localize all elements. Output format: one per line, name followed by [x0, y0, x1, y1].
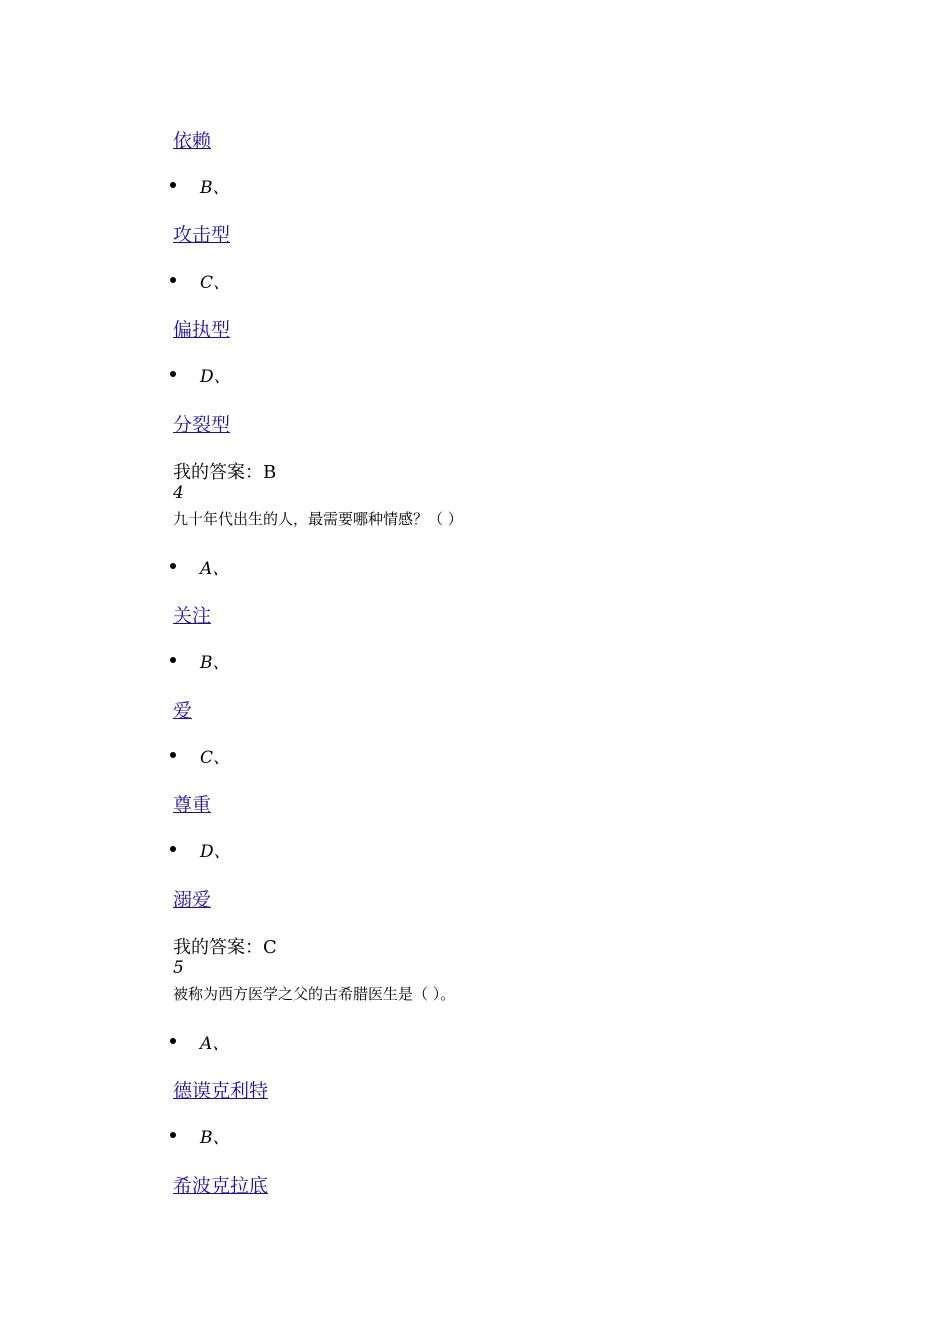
bullet-dot-icon — [170, 657, 176, 663]
option-link-q4-a[interactable]: 关注 — [173, 605, 212, 627]
option-bullet-q4-c — [170, 744, 230, 766]
option-link-q3-c[interactable]: 偏执型 — [173, 319, 231, 341]
bullet-dot-icon — [170, 846, 176, 852]
bullet-dot-icon — [170, 182, 176, 188]
option-link-q3-d[interactable]: 分裂型 — [173, 414, 231, 436]
option-link-q4-b[interactable]: 爱 — [173, 700, 193, 722]
option-link-q4-d[interactable]: 溺爱 — [173, 889, 212, 911]
option-link-q5-a[interactable]: 德谟克利特 — [173, 1080, 269, 1102]
option-letter: B、 — [200, 652, 230, 673]
my-answer-q3: 我的答案：B — [173, 462, 277, 483]
option-link-q3-b[interactable]: 攻击型 — [173, 224, 231, 246]
question-text-5: 被称为西方医学之父的古希腊医生是（ ）。 — [173, 985, 456, 1003]
my-answer-q4: 我的答案：C — [173, 937, 277, 958]
bullet-dot-icon — [170, 277, 176, 283]
option-bullet-q4-d — [170, 838, 231, 860]
option-letter: A、 — [200, 558, 230, 579]
option-bullet-q4-a — [170, 555, 229, 577]
bullet-dot-icon — [170, 752, 176, 758]
option-bullet-q4-b — [170, 649, 230, 671]
option-link-q5-b[interactable]: 希波克拉底 — [173, 1175, 269, 1197]
option-letter: C、 — [200, 747, 231, 768]
option-link-q3-a[interactable]: 依赖 — [173, 130, 212, 152]
bullet-dot-icon — [170, 371, 176, 377]
option-letter: A、 — [200, 1033, 230, 1054]
option-letter: B、 — [200, 1127, 230, 1148]
option-bullet-q3-c — [170, 269, 230, 291]
bullet-dot-icon — [170, 563, 176, 569]
question-number-5: 5 — [173, 958, 184, 978]
option-bullet-q3-d — [170, 363, 231, 385]
question-text-4: 九十年代出生的人，最需要哪种情感？（ ） — [173, 510, 463, 528]
question-number-4: 4 — [173, 483, 184, 503]
option-letter: C、 — [200, 272, 231, 293]
bullet-dot-icon — [170, 1132, 176, 1138]
option-letter: B、 — [200, 177, 230, 198]
option-bullet-q5-a — [170, 1030, 229, 1052]
option-bullet-q3-b — [170, 174, 230, 196]
option-letter: D、 — [200, 841, 231, 862]
bullet-dot-icon — [170, 1038, 176, 1044]
option-link-q4-c[interactable]: 尊重 — [173, 794, 212, 816]
option-letter: D、 — [200, 366, 231, 387]
option-bullet-q5-b — [170, 1124, 230, 1146]
